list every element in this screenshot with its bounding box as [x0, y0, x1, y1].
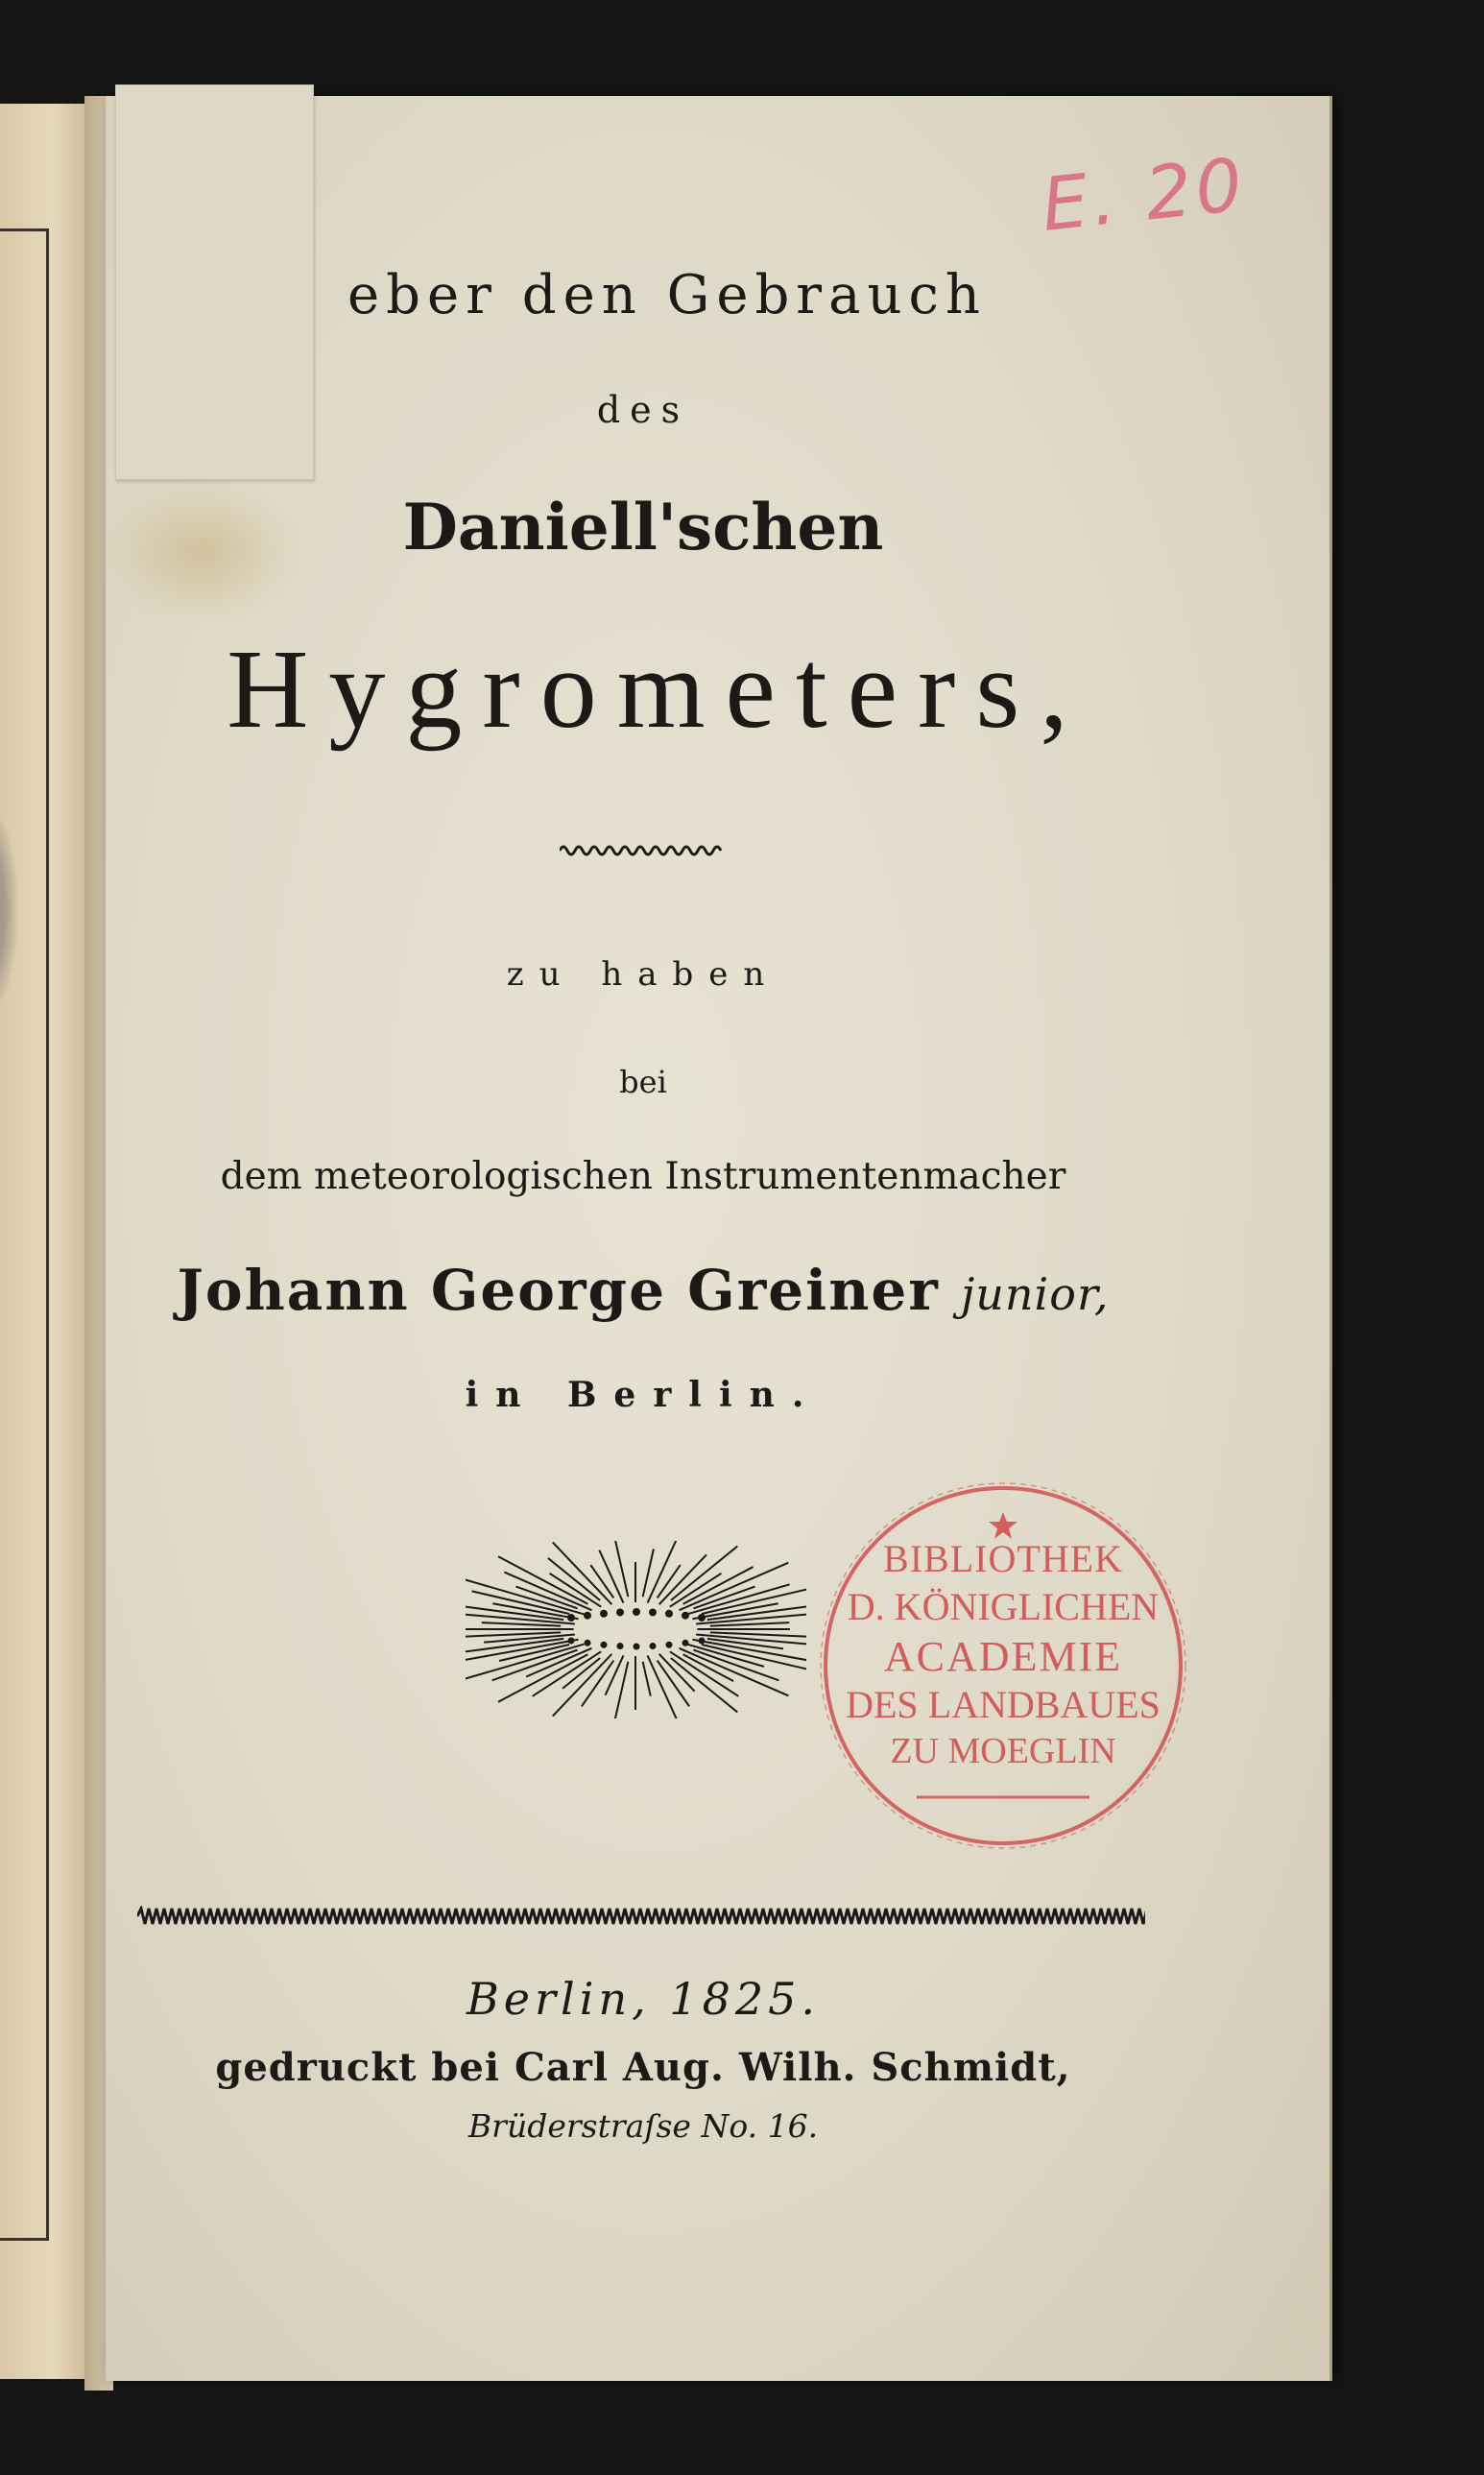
ornament-star [584, 1612, 591, 1620]
ornament-ray [648, 1655, 678, 1718]
stamp-line-3: ACADEMIE [883, 1633, 1123, 1680]
ornament-star [568, 1638, 575, 1645]
ornament-ray [582, 1661, 613, 1707]
ornament-star [666, 1642, 673, 1648]
ornament-star [633, 1608, 640, 1616]
ornament-star [698, 1614, 706, 1622]
title-line-1: eber den Gebrauch [347, 264, 987, 326]
imprint-printer: gedruckt bei Carl Aug. Wilh. Schmidt, [215, 2045, 1071, 2090]
ornament-ray [648, 1541, 678, 1603]
wavy-rule-small [560, 843, 725, 858]
ornament-star [650, 1643, 657, 1649]
ornament-star [601, 1642, 608, 1648]
ornament-ray [643, 1662, 651, 1696]
maker-suffix: junior, [961, 1268, 1110, 1320]
shelfmark: E. 20 [1037, 141, 1251, 248]
wavy-rule-long [137, 1906, 1145, 1927]
stamp-line-4: DES LANDBAUES [846, 1683, 1161, 1726]
ornament-ray [696, 1611, 806, 1624]
maker-name: Johann George Greiner [177, 1258, 940, 1323]
ornament-star [665, 1610, 673, 1618]
title-line-3: Daniell'schen [402, 490, 884, 565]
ornament-star [649, 1608, 657, 1616]
ornament-ray [680, 1648, 789, 1695]
ornament-ray [680, 1563, 789, 1610]
ornament-star [682, 1640, 689, 1646]
ornament-ray [482, 1622, 561, 1626]
ornament-star [699, 1638, 706, 1645]
ornament-star [634, 1644, 640, 1650]
ornament-ray [606, 1655, 624, 1694]
ornament-star [682, 1612, 689, 1620]
stamp-line-2: D. KÖNIGLICHEN [847, 1585, 1160, 1628]
imprint-place-year: Berlin, 1825. [467, 1973, 820, 2025]
imprint-address: Brüderstraſse No. 16. [467, 2107, 819, 2145]
ornament-star [616, 1608, 624, 1616]
maker-description: dem meteorologischen Instrumentenmacher [220, 1155, 1066, 1198]
ornament-ray [643, 1549, 654, 1597]
ornament-star [617, 1643, 624, 1649]
maker-line [106, 1258, 1181, 1323]
wavy-rule-path [137, 1909, 1145, 1924]
stamp-line-1: BIBLIOTHEK [883, 1537, 1123, 1580]
maker-location: in Berlin. [465, 1375, 822, 1415]
ornament-star [600, 1610, 608, 1618]
previous-leaf-edge [0, 104, 90, 2379]
bei: bei [619, 1064, 667, 1100]
zu-haben: zu haben [506, 955, 780, 994]
frontispiece-frame [0, 228, 49, 2241]
ornament-star [567, 1614, 575, 1622]
title-line-2: des [596, 389, 690, 431]
ornament-ray [658, 1661, 689, 1707]
stamp-line-5: ZU MOEGLIN [890, 1731, 1116, 1771]
title-line-main: Hygrometers, [227, 626, 1089, 752]
ornament-ray [710, 1622, 789, 1626]
ornament-star [585, 1640, 591, 1646]
sunburst-ornament [466, 1541, 806, 1718]
